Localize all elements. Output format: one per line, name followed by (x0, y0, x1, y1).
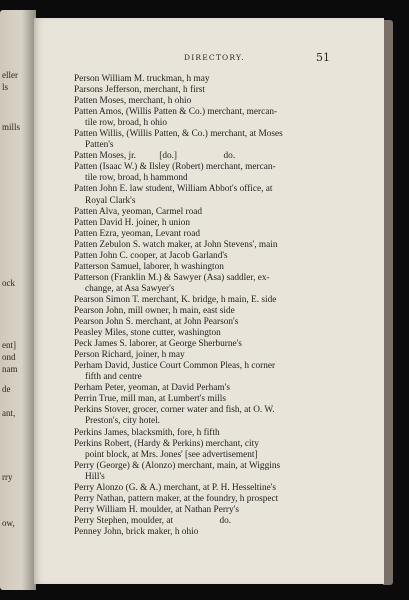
left-page-fragment: ock (2, 278, 15, 288)
directory-line: Patten Willis, (Willis Patten, & Co.) merchant, at Moses (74, 129, 283, 140)
directory-line: Patten's (85, 140, 114, 151)
directory-line: Perry Alonzo (G. & A.) merchant, at P. H. Hesseltine's (74, 482, 277, 493)
directory-line: Hill's (85, 471, 105, 482)
left-page-edge (0, 10, 36, 590)
directory-page (34, 18, 384, 584)
running-head: DIRECTORY. (184, 53, 245, 62)
directory-line: point block, at Mrs. Jones' [see advertisement] (85, 449, 258, 460)
directory-line: Person William M. truckman, h may (74, 74, 210, 84)
directory-line: Perry Nathan, pattern maker, at the foundry, h prospect (74, 493, 279, 504)
directory-line: Penney John, brick maker, h ohio (74, 526, 199, 537)
left-page-fragment: ent] (2, 340, 16, 350)
page-number: 51 (316, 51, 330, 64)
directory-line: Patterson (Franklin M.) & Sawyer (Asa) saddler, ex- (74, 272, 270, 283)
left-page-fragment: mills (2, 122, 21, 132)
directory-line: Peck James S. laborer, at George Sherburne's (74, 339, 242, 350)
left-page-fragment: de (2, 384, 11, 394)
directory-line: Patten John E. law student, William Abbot's office, at (74, 184, 273, 195)
directory-line: Patten John C. cooper, at Jacob Garland's (74, 250, 228, 261)
directory-line: Perkins Stover, grocer, corner water and fish, at O. W. (74, 405, 275, 416)
book-cover-edge (383, 20, 393, 585)
directory-line: tile row, broad, h ohio (85, 118, 168, 129)
directory-line: Patten (Isaac W.) & Ilsley (Robert) merchant, mercan- (74, 162, 276, 173)
left-page-fragment: eller (2, 70, 18, 80)
directory-line: Perrin True, mill man, at Lumbert's mills (74, 394, 226, 405)
page-header (34, 53, 384, 67)
directory-line: Patten Moses, jr. [do.] do. (74, 151, 236, 162)
left-page-fragment: ow, (2, 518, 15, 528)
left-page-fragment: ond (2, 352, 16, 362)
left-page-fragment: ls (2, 82, 9, 92)
directory-line: Patten Ezra, yeoman, Levant road (74, 228, 200, 239)
directory-line: fifth and centre (85, 372, 142, 383)
left-page-fragment: nam (2, 364, 18, 374)
directory-line: Parsons Jefferson, merchant, h first (74, 85, 205, 96)
directory-line: Patten David H. joiner, h union (74, 217, 191, 228)
directory-line: Perry William H. moulder, at Nathan Perry's (74, 504, 239, 515)
directory-line: Patten Zebulon S. watch maker, at John Stevens', main (74, 239, 278, 250)
directory-line: Perry (George) & (Alonzo) merchant, main, at Wiggins (74, 460, 281, 471)
directory-line: Preston's, city hotel. (85, 416, 161, 427)
directory-line: Pearson Simon T. merchant, K. bridge, h main, E. side (74, 294, 277, 305)
directory-line: Patten Amos, (Willis Patten & Co.) merchant, mercan- (74, 107, 278, 118)
directory-line: Patten Alva, yeoman, Carmel road (74, 206, 203, 217)
directory-line: Patterson Samuel, laborer, h washington (74, 261, 224, 272)
directory-entries (74, 74, 374, 538)
directory-line: Peasley Miles, stone cutter, washington (74, 328, 221, 339)
directory-line: Pearson John S. merchant, at John Pearson's (74, 317, 239, 328)
directory-line: Perkins Robert, (Hardy & Perkins) merchant, city (74, 438, 259, 449)
directory-line: Perham Peter, yeoman, at David Perham's (74, 383, 230, 394)
directory-line: tile row, broad, h hammond (85, 173, 188, 184)
left-page-fragment: ant, (2, 408, 16, 418)
directory-line: Pearson John, mill owner, h main, east side (74, 305, 235, 316)
directory-line: Royal Clark's (85, 195, 136, 206)
directory-line: Perry Stephen, moulder, at do. (74, 515, 232, 526)
directory-line: Patten Moses, merchant, h ohio (74, 96, 192, 107)
directory-line: Person Richard, joiner, h may (74, 350, 185, 361)
left-page-fragment: rry (2, 472, 13, 482)
directory-line: Perham David, Justice Court Common Pleas, h corner (74, 361, 276, 372)
directory-line: change, at Asa Sawyer's (85, 283, 175, 294)
directory-line: Perkins James, blacksmith, fore, h fifth (74, 427, 220, 438)
